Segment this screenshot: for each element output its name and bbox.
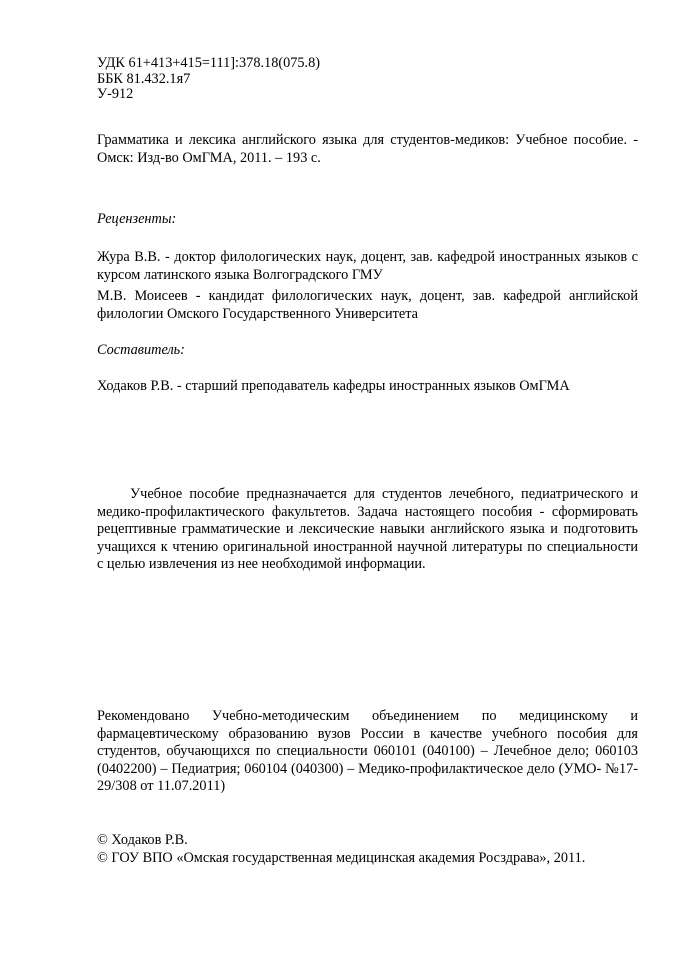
annotation: Учебное пособие предназначается для студентов лечебного, педиатрического и медико-профилактического факультетов. Задача настоящего пособия - сформировать рецептивные грамматические и лексические навыки английского языка и подготовить учащихся к чтению оригинальной иностранной научной литературы по специальности с целью извлечения из нее необходимой информации. (97, 486, 638, 573)
copyright-academy: © ГОУ ВПО «Омская государственная медицинская академия Росздрава», 2011. (97, 849, 586, 866)
copyright-author: © Ходаков Р.В. (97, 832, 188, 848)
compiler-heading: Составитель: (97, 342, 185, 358)
reviewers-heading: Рецензенты: (97, 211, 177, 227)
bibliographic-codes (97, 56, 638, 103)
udk-code: УДК 61+413+415=111]:378.18(075.8) (97, 55, 321, 71)
author-mark: У-912 (97, 86, 134, 102)
recommendation: Рекомендовано Учебно-методическим объединением по медицинскому и фармацевтическому образованию вузов России в качестве учебного пособия для студентов, обучающихся по специальности 060101 (040100) – Лечебное дело; 060103 (0402200) – Педиатрия; 060104 (040300) – Медико-профилактическое дело (УМО- №17-29/308 от 11.07.2011) (97, 708, 638, 795)
reviewer-1: Жура В.В. - доктор филологических наук, доцент, зав. кафедрой иностранных языков с курсом латинского языка Волгоградского ГМУ (97, 249, 638, 283)
compiler-text: Ходаков Р.В. - старший преподаватель кафедры иностранных языков ОмГМА (97, 378, 570, 394)
reviewer-2: М.В. Моисеев - кандидат филологических наук, доцент, зав. кафедрой английской филологии Омского Государственного Университета (97, 288, 638, 322)
citation: Грамматика и лексика английского языка для студентов-медиков: Учебное пособие. - Омск: Изд-во ОмГМА, 2011. – 193 с. (97, 132, 638, 166)
copyright-block (97, 832, 638, 867)
bbk-code: ББК 81.432.1я7 (97, 70, 191, 87)
